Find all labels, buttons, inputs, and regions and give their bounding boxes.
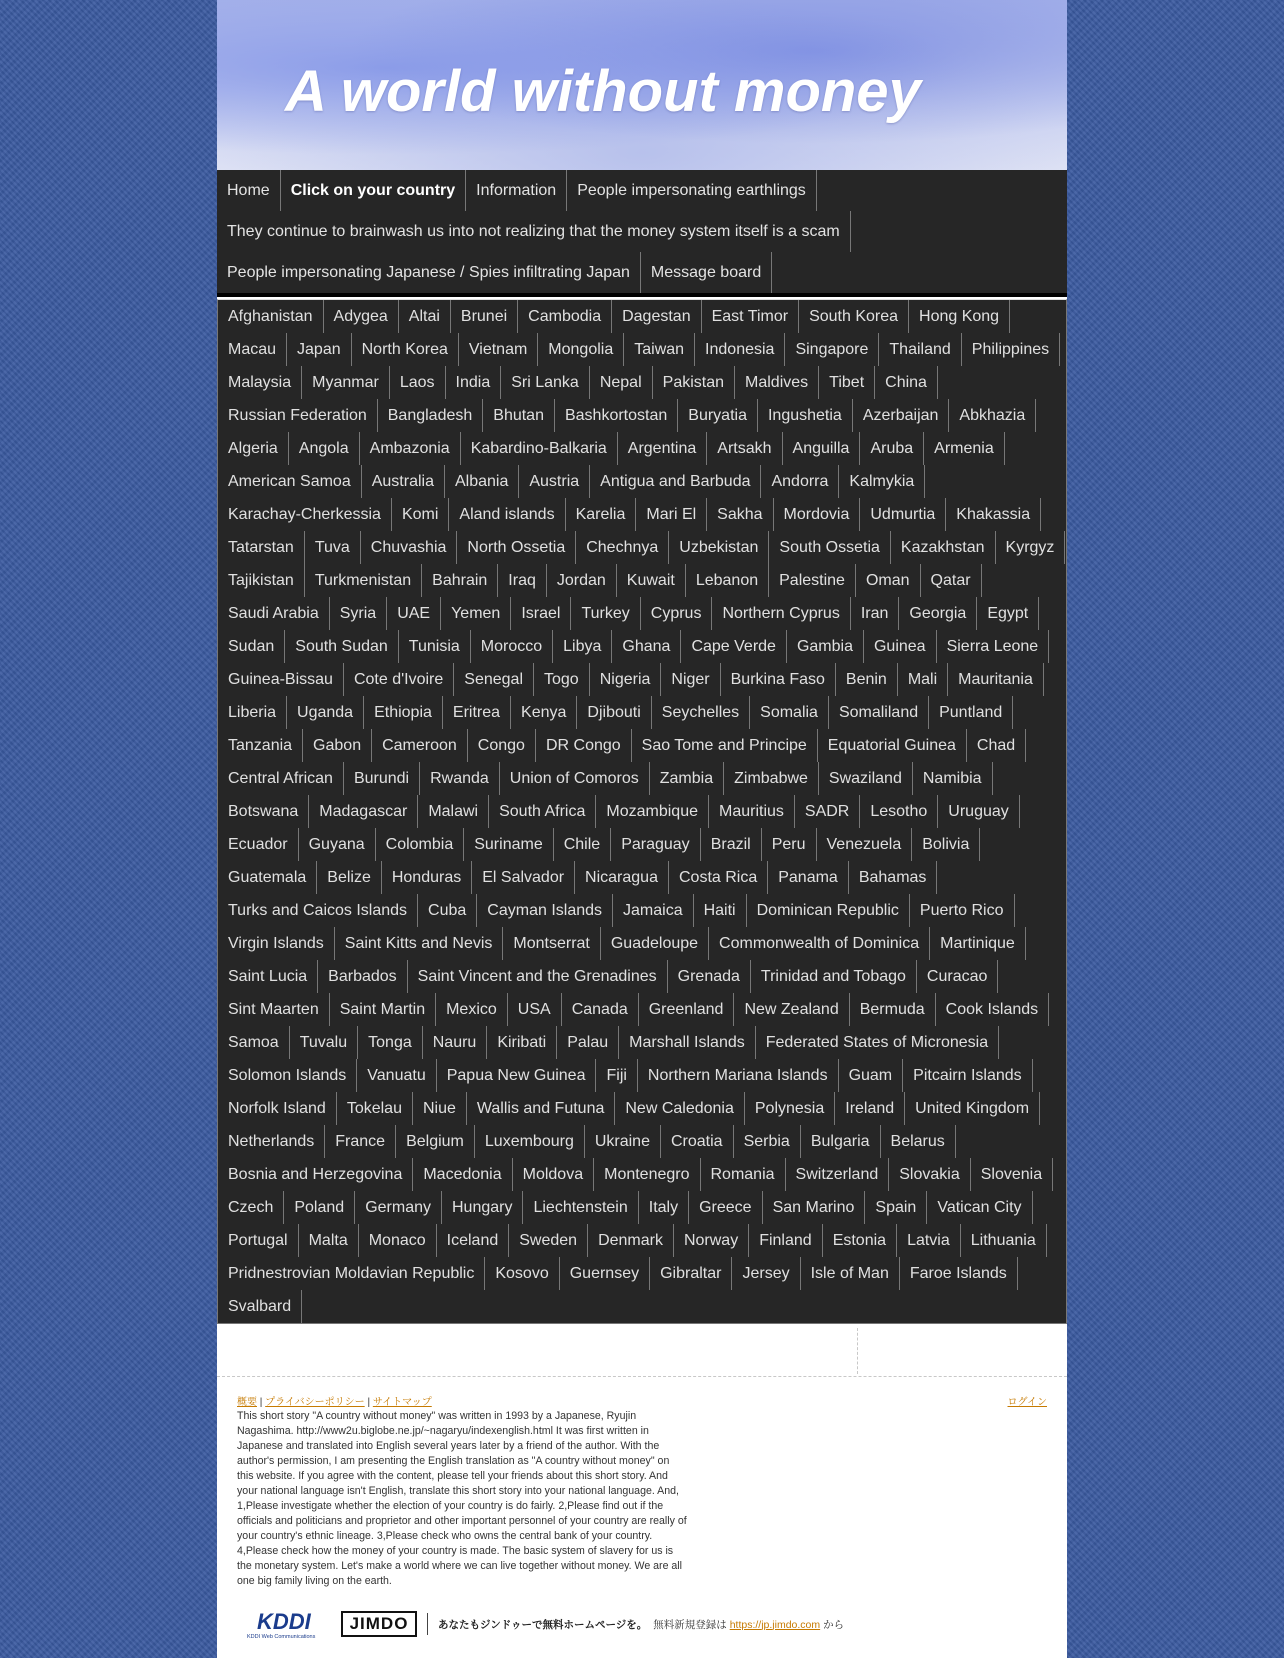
country-link-czech[interactable]: Czech	[218, 1191, 284, 1224]
country-link-armenia[interactable]: Armenia	[924, 432, 1005, 465]
country-link-uae[interactable]: UAE	[387, 597, 441, 630]
country-link-greenland[interactable]: Greenland	[639, 993, 735, 1026]
country-link-udmurtia[interactable]: Udmurtia	[860, 498, 946, 531]
country-link-niue[interactable]: Niue	[413, 1092, 467, 1125]
country-link-guernsey[interactable]: Guernsey	[560, 1257, 650, 1290]
country-link-libya[interactable]: Libya	[553, 630, 612, 663]
country-link-maldives[interactable]: Maldives	[735, 366, 819, 399]
country-link-zambia[interactable]: Zambia	[650, 762, 724, 795]
footer-link-separator: |	[259, 1397, 263, 1408]
country-link-aruba[interactable]: Aruba	[860, 432, 924, 465]
country-link-sao-tome-and-principe[interactable]: Sao Tome and Principe	[632, 729, 818, 762]
footer-link-about[interactable]: 概要	[237, 1397, 257, 1408]
country-link-costa-rica[interactable]: Costa Rica	[669, 861, 768, 894]
country-link-ingushetia[interactable]: Ingushetia	[758, 399, 853, 432]
country-link-burkina-faso[interactable]: Burkina Faso	[721, 663, 836, 696]
country-link-united-kingdom[interactable]: United Kingdom	[905, 1092, 1040, 1125]
country-link-saudi-arabia[interactable]: Saudi Arabia	[218, 597, 330, 630]
country-link-bosnia-and-herzegovina[interactable]: Bosnia and Herzegovina	[218, 1158, 413, 1191]
country-link-burundi[interactable]: Burundi	[344, 762, 420, 795]
country-link-altai[interactable]: Altai	[399, 300, 451, 333]
footer-text: This short story "A country without money" was written in 1993 by a Japanese, Ryujin Nagashima. http://www2u.biglobe.ne.jp/~nagaryu/indexenglish.html It was first written in Japanese and translated into English several years later by a friend of the author. With the author's permission, I am presenting the English translation as "A country without money" on this website. If you agree with the content, please tell your friends about this short story. And your national language isn't English, translate this short story into your national language. And, 1,Please investigate whether the election of your country is do fairly. 2,Please find out if the officials and politicians and proprietor and other important personnel of your country are really of your country's ethnic lineage. 3,Please check who owns the central bank of your country. 4,Please check how the money of your country is made. The basic system of slavery for us is the monetary system. Let's make a world where we can live together without money. We are all one big family living on the earth.	[237, 1410, 687, 1587]
country-link-venezuela[interactable]: Venezuela	[817, 828, 913, 861]
country-link-mauritius[interactable]: Mauritius	[709, 795, 795, 828]
country-link-finland[interactable]: Finland	[749, 1224, 822, 1257]
country-link-saint-vincent-and-the-grenadines[interactable]: Saint Vincent and the Grenadines	[408, 960, 668, 993]
country-link-mari-el[interactable]: Mari El	[636, 498, 707, 531]
jimdo-promo-text: あなたもジンドゥーで無料ホームページを。	[438, 1618, 648, 1631]
country-link-azerbaijan[interactable]: Azerbaijan	[853, 399, 950, 432]
country-link-eritrea[interactable]: Eritrea	[443, 696, 511, 729]
content-area	[217, 1324, 1067, 1377]
country-link-jordan[interactable]: Jordan	[547, 564, 617, 597]
country-link-el-salvador[interactable]: El Salvador	[472, 861, 575, 894]
country-link-rwanda[interactable]: Rwanda	[420, 762, 500, 795]
country-link-guyana[interactable]: Guyana	[299, 828, 376, 861]
country-link-pridnestrovian-moldavian-republic[interactable]: Pridnestrovian Moldavian Republic	[218, 1257, 485, 1290]
country-link-brazil[interactable]: Brazil	[701, 828, 762, 861]
jimdo-signup-prefix: 無料新規登録は	[653, 1618, 727, 1631]
country-link-bangladesh[interactable]: Bangladesh	[378, 399, 484, 432]
country-link-saint-lucia[interactable]: Saint Lucia	[218, 960, 318, 993]
country-link-tibet[interactable]: Tibet	[819, 366, 875, 399]
country-link-bashkortostan[interactable]: Bashkortostan	[555, 399, 678, 432]
country-link-northern-cyprus[interactable]: Northern Cyprus	[712, 597, 850, 630]
country-link-kyrgyz[interactable]: Kyrgyz	[996, 531, 1066, 564]
country-link-myanmar[interactable]: Myanmar	[302, 366, 390, 399]
country-link-cambodia[interactable]: Cambodia	[518, 300, 612, 333]
country-link-bulgaria[interactable]: Bulgaria	[801, 1125, 881, 1158]
country-link-norway[interactable]: Norway	[674, 1224, 749, 1257]
country-link-suriname[interactable]: Suriname	[464, 828, 553, 861]
country-link-bolivia[interactable]: Bolivia	[912, 828, 980, 861]
country-link-peru[interactable]: Peru	[762, 828, 817, 861]
country-link-singapore[interactable]: Singapore	[785, 333, 879, 366]
country-link-georgia[interactable]: Georgia	[899, 597, 977, 630]
country-link-cook-islands[interactable]: Cook Islands	[936, 993, 1050, 1026]
country-link-pitcairn-islands[interactable]: Pitcairn Islands	[903, 1059, 1033, 1092]
country-link-senegal[interactable]: Senegal	[454, 663, 534, 696]
country-link-tajikistan[interactable]: Tajikistan	[218, 564, 305, 597]
country-link-syria[interactable]: Syria	[330, 597, 387, 630]
country-link-morocco[interactable]: Morocco	[471, 630, 553, 663]
country-link-puntland[interactable]: Puntland	[929, 696, 1013, 729]
country-link-virgin-islands[interactable]: Virgin Islands	[218, 927, 335, 960]
country-link-slovenia[interactable]: Slovenia	[971, 1158, 1053, 1191]
country-link-sierra-leone[interactable]: Sierra Leone	[937, 630, 1050, 663]
country-link-kabardino-balkaria[interactable]: Kabardino-Balkaria	[461, 432, 618, 465]
country-link-chile[interactable]: Chile	[554, 828, 611, 861]
country-link-vanuatu[interactable]: Vanuatu	[357, 1059, 436, 1092]
page	[217, 0, 1067, 1658]
country-link-thailand[interactable]: Thailand	[879, 333, 961, 366]
country-link-zimbabwe[interactable]: Zimbabwe	[724, 762, 819, 795]
nav-item-click-on-your-country[interactable]: Click on your country	[281, 170, 466, 211]
country-link-komi[interactable]: Komi	[392, 498, 449, 531]
jimdo-brand-bar	[237, 1607, 1047, 1641]
country-link-ecuador[interactable]: Ecuador	[218, 828, 299, 861]
country-link-madagascar[interactable]: Madagascar	[309, 795, 418, 828]
country-link-south-africa[interactable]: South Africa	[489, 795, 596, 828]
country-link-afghanistan[interactable]: Afghanistan	[218, 300, 324, 333]
country-link-mauritania[interactable]: Mauritania	[948, 663, 1044, 696]
country-link-sadr[interactable]: SADR	[795, 795, 860, 828]
country-link-uruguay[interactable]: Uruguay	[938, 795, 1019, 828]
country-link-guam[interactable]: Guam	[839, 1059, 904, 1092]
country-link-congo[interactable]: Congo	[468, 729, 536, 762]
country-link-belgium[interactable]: Belgium	[396, 1125, 475, 1158]
country-link-turks-and-caicos-islands[interactable]: Turks and Caicos Islands	[218, 894, 418, 927]
country-link-laos[interactable]: Laos	[390, 366, 446, 399]
country-link-tunisia[interactable]: Tunisia	[399, 630, 471, 663]
country-link-mordovia[interactable]: Mordovia	[774, 498, 861, 531]
country-link-buryatia[interactable]: Buryatia	[678, 399, 758, 432]
nav-item-home[interactable]: Home	[217, 170, 281, 211]
country-link-kuwait[interactable]: Kuwait	[617, 564, 686, 597]
country-link-swaziland[interactable]: Swaziland	[819, 762, 913, 795]
country-link-ukraine[interactable]: Ukraine	[585, 1125, 661, 1158]
country-link-martinique[interactable]: Martinique	[930, 927, 1026, 960]
country-link-bahrain[interactable]: Bahrain	[422, 564, 498, 597]
country-link-djibouti[interactable]: Djibouti	[577, 696, 651, 729]
country-link-guinea-bissau[interactable]: Guinea-Bissau	[218, 663, 344, 696]
country-link-sweden[interactable]: Sweden	[509, 1224, 588, 1257]
country-link-aland-islands[interactable]: Aland islands	[449, 498, 565, 531]
country-link-new-zealand[interactable]: New Zealand	[734, 993, 849, 1026]
country-link-nicaragua[interactable]: Nicaragua	[575, 861, 669, 894]
country-link-monaco[interactable]: Monaco	[359, 1224, 437, 1257]
site-title[interactable]: A world without money	[285, 59, 921, 124]
country-link-andorra[interactable]: Andorra	[761, 465, 839, 498]
country-link-romania[interactable]: Romania	[701, 1158, 786, 1191]
country-link-liberia[interactable]: Liberia	[218, 696, 287, 729]
brand-separator	[427, 1613, 428, 1635]
country-link-cyprus[interactable]: Cyprus	[641, 597, 713, 630]
country-link-cayman-islands[interactable]: Cayman Islands	[477, 894, 613, 927]
country-link-ireland[interactable]: Ireland	[835, 1092, 905, 1125]
country-link-saint-martin[interactable]: Saint Martin	[330, 993, 436, 1026]
country-link-spain[interactable]: Spain	[865, 1191, 927, 1224]
country-link-panama[interactable]: Panama	[768, 861, 849, 894]
country-link-luxembourg[interactable]: Luxembourg	[475, 1125, 585, 1158]
country-link-solomon-islands[interactable]: Solomon Islands	[218, 1059, 357, 1092]
country-link-qatar[interactable]: Qatar	[921, 564, 982, 597]
country-link-sri-lanka[interactable]: Sri Lanka	[501, 366, 590, 399]
country-link-norfolk-island[interactable]: Norfolk Island	[218, 1092, 337, 1125]
country-link-east-timor[interactable]: East Timor	[702, 300, 799, 333]
country-link-albania[interactable]: Albania	[445, 465, 519, 498]
country-link-american-samoa[interactable]: American Samoa	[218, 465, 362, 498]
country-link-niger[interactable]: Niger	[661, 663, 720, 696]
country-link-argentina[interactable]: Argentina	[618, 432, 708, 465]
country-link-anguilla[interactable]: Anguilla	[783, 432, 861, 465]
country-link-india[interactable]: India	[446, 366, 502, 399]
country-link-paraguay[interactable]: Paraguay	[611, 828, 701, 861]
country-link-dominican-republic[interactable]: Dominican Republic	[747, 894, 910, 927]
country-link-northern-mariana-islands[interactable]: Northern Mariana Islands	[638, 1059, 839, 1092]
country-link-uganda[interactable]: Uganda	[287, 696, 364, 729]
country-link-belize[interactable]: Belize	[317, 861, 382, 894]
footer	[217, 1377, 1067, 1641]
country-link-antigua-and-barbuda[interactable]: Antigua and Barbuda	[590, 465, 761, 498]
sidebar-divider	[857, 1328, 858, 1374]
country-link-gibraltar[interactable]: Gibraltar	[650, 1257, 732, 1290]
country-link-greece[interactable]: Greece	[689, 1191, 762, 1224]
country-link-portugal[interactable]: Portugal	[218, 1224, 299, 1257]
country-link-tanzania[interactable]: Tanzania	[218, 729, 303, 762]
country-link-liechtenstein[interactable]: Liechtenstein	[523, 1191, 638, 1224]
country-link-dagestan[interactable]: Dagestan	[612, 300, 702, 333]
country-link-taiwan[interactable]: Taiwan	[624, 333, 695, 366]
country-link-sint-maarten[interactable]: Sint Maarten	[218, 993, 330, 1026]
country-link-jamaica[interactable]: Jamaica	[613, 894, 694, 927]
country-link-equatorial-guinea[interactable]: Equatorial Guinea	[818, 729, 967, 762]
country-link-palau[interactable]: Palau	[557, 1026, 619, 1059]
kddi-logo-subtext: KDDI Web Communications	[247, 1634, 316, 1640]
country-link-guatemala[interactable]: Guatemala	[218, 861, 317, 894]
country-link-guadeloupe[interactable]: Guadeloupe	[601, 927, 709, 960]
country-link-north-korea[interactable]: North Korea	[352, 333, 459, 366]
country-link-austria[interactable]: Austria	[519, 465, 590, 498]
country-link-namibia[interactable]: Namibia	[913, 762, 993, 795]
country-link-moldova[interactable]: Moldova	[513, 1158, 594, 1191]
country-link-germany[interactable]: Germany	[355, 1191, 442, 1224]
country-link-cote-d-ivoire[interactable]: Cote d'Ivoire	[344, 663, 454, 696]
country-link-chechnya[interactable]: Chechnya	[576, 531, 669, 564]
country-link-russian-federation[interactable]: Russian Federation	[218, 399, 378, 432]
country-link-north-ossetia[interactable]: North Ossetia	[457, 531, 576, 564]
login-link[interactable]: ログイン	[1007, 1397, 1047, 1408]
country-link-lebanon[interactable]: Lebanon	[686, 564, 769, 597]
country-link-ambazonia[interactable]: Ambazonia	[360, 432, 461, 465]
country-link-mozambique[interactable]: Mozambique	[596, 795, 709, 828]
country-link-barbados[interactable]: Barbados	[318, 960, 408, 993]
country-link-jersey[interactable]: Jersey	[732, 1257, 800, 1290]
country-link-macau[interactable]: Macau	[218, 333, 287, 366]
country-link-macedonia[interactable]: Macedonia	[413, 1158, 512, 1191]
country-link-gabon[interactable]: Gabon	[303, 729, 372, 762]
country-link-south-ossetia[interactable]: South Ossetia	[769, 531, 891, 564]
country-link-samoa[interactable]: Samoa	[218, 1026, 290, 1059]
country-link-angola[interactable]: Angola	[289, 432, 360, 465]
country-link-algeria[interactable]: Algeria	[218, 432, 289, 465]
nav-item-message-board[interactable]: Message board	[641, 252, 772, 293]
country-link-poland[interactable]: Poland	[284, 1191, 355, 1224]
country-link-kenya[interactable]: Kenya	[511, 696, 577, 729]
country-link-malta[interactable]: Malta	[299, 1224, 359, 1257]
country-link-seychelles[interactable]: Seychelles	[652, 696, 750, 729]
country-link-chuvashia[interactable]: Chuvashia	[361, 531, 458, 564]
country-link-central-african[interactable]: Central African	[218, 762, 344, 795]
footer-links	[237, 1393, 1047, 1408]
country-link-brunei[interactable]: Brunei	[451, 300, 518, 333]
country-link-malaysia[interactable]: Malaysia	[218, 366, 302, 399]
country-link-tokelau[interactable]: Tokelau	[337, 1092, 413, 1125]
country-link-tuva[interactable]: Tuva	[305, 531, 361, 564]
jimdo-logo[interactable]: JIMDO	[341, 1611, 417, 1637]
nav-item-people-impersonating-earthlings[interactable]: People impersonating earthlings	[567, 170, 817, 211]
country-link-kazakhstan[interactable]: Kazakhstan	[891, 531, 996, 564]
country-link-mali[interactable]: Mali	[898, 663, 948, 696]
country-link-nigeria[interactable]: Nigeria	[590, 663, 662, 696]
country-link-colombia[interactable]: Colombia	[376, 828, 465, 861]
nav-item-they-continue-to-brainwash-us-into-not-r[interactable]: They continue to brainwash us into not realizing that the money system itself is a scam	[217, 211, 851, 252]
country-link-netherlands[interactable]: Netherlands	[218, 1125, 325, 1158]
country-link-cape-verde[interactable]: Cape Verde	[681, 630, 787, 663]
footer-link-separator: |	[367, 1397, 371, 1408]
country-link-dr-congo[interactable]: DR Congo	[536, 729, 632, 762]
country-link-vietnam[interactable]: Vietnam	[459, 333, 538, 366]
country-link-mexico[interactable]: Mexico	[436, 993, 508, 1026]
country-link-slovakia[interactable]: Slovakia	[889, 1158, 970, 1191]
country-link-palestine[interactable]: Palestine	[769, 564, 856, 597]
country-link-curacao[interactable]: Curacao	[917, 960, 998, 993]
country-link-belarus[interactable]: Belarus	[881, 1125, 956, 1158]
country-link-hungary[interactable]: Hungary	[442, 1191, 523, 1224]
kddi-logo[interactable]	[247, 1607, 331, 1641]
country-link-serbia[interactable]: Serbia	[734, 1125, 801, 1158]
country-link-iran[interactable]: Iran	[851, 597, 900, 630]
country-link-cuba[interactable]: Cuba	[418, 894, 477, 927]
country-link-puerto-rico[interactable]: Puerto Rico	[910, 894, 1015, 927]
country-link-croatia[interactable]: Croatia	[661, 1125, 734, 1158]
country-link-mongolia[interactable]: Mongolia	[538, 333, 624, 366]
country-link-turkey[interactable]: Turkey	[571, 597, 640, 630]
country-link-fiji[interactable]: Fiji	[596, 1059, 637, 1092]
country-link-tuvalu[interactable]: Tuvalu	[290, 1026, 358, 1059]
country-link-lithuania[interactable]: Lithuania	[961, 1224, 1047, 1257]
country-link-marshall-islands[interactable]: Marshall Islands	[619, 1026, 756, 1059]
main-navigation	[217, 170, 1067, 297]
country-link-bermuda[interactable]: Bermuda	[850, 993, 936, 1026]
country-link-south-sudan[interactable]: South Sudan	[285, 630, 399, 663]
country-link-adygea[interactable]: Adygea	[324, 300, 399, 333]
footer-link-privacy[interactable]: プライバシーポリシー	[265, 1397, 365, 1408]
country-link-turkmenistan[interactable]: Turkmenistan	[305, 564, 422, 597]
country-link-wallis-and-futuna[interactable]: Wallis and Futuna	[467, 1092, 615, 1125]
country-link-honduras[interactable]: Honduras	[382, 861, 472, 894]
country-link-san-marino[interactable]: San Marino	[763, 1191, 866, 1224]
country-link-latvia[interactable]: Latvia	[897, 1224, 961, 1257]
country-link-switzerland[interactable]: Switzerland	[786, 1158, 890, 1191]
country-navigation	[217, 299, 1067, 1324]
country-link-sakha[interactable]: Sakha	[707, 498, 773, 531]
country-link-montserrat[interactable]: Montserrat	[503, 927, 600, 960]
country-link-canada[interactable]: Canada	[562, 993, 639, 1026]
jimdo-signup-suffix: から	[823, 1618, 845, 1631]
country-link-karachay-cherkessia[interactable]: Karachay-Cherkessia	[218, 498, 392, 531]
country-link-usa[interactable]: USA	[508, 993, 562, 1026]
country-link-philippines[interactable]: Philippines	[962, 333, 1060, 366]
country-link-kalmykia[interactable]: Kalmykia	[839, 465, 925, 498]
country-link-tatarstan[interactable]: Tatarstan	[218, 531, 305, 564]
country-link-trinidad-and-tobago[interactable]: Trinidad and Tobago	[751, 960, 917, 993]
country-link-vatican-city[interactable]: Vatican City	[927, 1191, 1032, 1224]
country-link-ghana[interactable]: Ghana	[612, 630, 681, 663]
jimdo-signup-link[interactable]: https://jp.jimdo.com	[729, 1618, 821, 1631]
country-link-egypt[interactable]: Egypt	[977, 597, 1039, 630]
country-link-haiti[interactable]: Haiti	[694, 894, 747, 927]
kddi-logo-text: KDDI	[257, 1609, 311, 1634]
country-link-oman[interactable]: Oman	[856, 564, 921, 597]
country-link-botswana[interactable]: Botswana	[218, 795, 309, 828]
country-link-isle-of-man[interactable]: Isle of Man	[801, 1257, 900, 1290]
country-link-union-of-comoros[interactable]: Union of Comoros	[500, 762, 650, 795]
country-link-france[interactable]: France	[325, 1125, 396, 1158]
country-link-indonesia[interactable]: Indonesia	[695, 333, 785, 366]
country-link-kiribati[interactable]: Kiribati	[487, 1026, 557, 1059]
country-link-bhutan[interactable]: Bhutan	[483, 399, 555, 432]
jimdo-signup	[653, 1617, 844, 1632]
country-link-australia[interactable]: Australia	[362, 465, 445, 498]
country-link-saint-kitts-and-nevis[interactable]: Saint Kitts and Nevis	[335, 927, 504, 960]
country-link-new-caledonia[interactable]: New Caledonia	[615, 1092, 745, 1125]
country-link-denmark[interactable]: Denmark	[588, 1224, 674, 1257]
country-link-faroe-islands[interactable]: Faroe Islands	[900, 1257, 1018, 1290]
nav-item-information[interactable]: Information	[466, 170, 567, 211]
country-link-lesotho[interactable]: Lesotho	[860, 795, 938, 828]
country-link-papua-new-guinea[interactable]: Papua New Guinea	[437, 1059, 597, 1092]
country-link-china[interactable]: China	[875, 366, 938, 399]
country-link-gambia[interactable]: Gambia	[787, 630, 864, 663]
country-link-chad[interactable]: Chad	[967, 729, 1026, 762]
country-link-pakistan[interactable]: Pakistan	[653, 366, 735, 399]
country-link-benin[interactable]: Benin	[836, 663, 898, 696]
country-link-khakassia[interactable]: Khakassia	[946, 498, 1041, 531]
country-link-nepal[interactable]: Nepal	[590, 366, 653, 399]
country-link-italy[interactable]: Italy	[639, 1191, 689, 1224]
country-link-hong-kong[interactable]: Hong Kong	[909, 300, 1010, 333]
country-link-sudan[interactable]: Sudan	[218, 630, 285, 663]
country-link-south-korea[interactable]: South Korea	[799, 300, 909, 333]
country-link-bahamas[interactable]: Bahamas	[849, 861, 938, 894]
country-link-iceland[interactable]: Iceland	[437, 1224, 510, 1257]
country-link-kosovo[interactable]: Kosovo	[485, 1257, 559, 1290]
country-link-grenada[interactable]: Grenada	[668, 960, 751, 993]
country-link-israel[interactable]: Israel	[511, 597, 571, 630]
country-link-somaliland[interactable]: Somaliland	[829, 696, 929, 729]
country-link-montenegro[interactable]: Montenegro	[594, 1158, 700, 1191]
footer-link-sitemap[interactable]: サイトマップ	[372, 1397, 432, 1408]
country-link-uzbekistan[interactable]: Uzbekistan	[669, 531, 769, 564]
country-link-somalia[interactable]: Somalia	[750, 696, 829, 729]
country-link-federated-states-of-micronesia[interactable]: Federated States of Micronesia	[756, 1026, 999, 1059]
site-header	[217, 0, 1067, 170]
country-link-karelia[interactable]: Karelia	[566, 498, 637, 531]
country-link-iraq[interactable]: Iraq	[498, 564, 547, 597]
country-link-svalbard[interactable]: Svalbard	[218, 1290, 302, 1323]
country-link-togo[interactable]: Togo	[534, 663, 590, 696]
country-link-guinea[interactable]: Guinea	[864, 630, 937, 663]
nav-item-people-impersonating-japanese-spies-infi[interactable]: People impersonating Japanese / Spies infiltrating Japan	[217, 252, 641, 293]
country-link-nauru[interactable]: Nauru	[423, 1026, 488, 1059]
country-link-ethiopia[interactable]: Ethiopia	[364, 696, 443, 729]
country-link-abkhazia[interactable]: Abkhazia	[949, 399, 1036, 432]
country-link-commonwealth-of-dominica[interactable]: Commonwealth of Dominica	[709, 927, 930, 960]
country-link-yemen[interactable]: Yemen	[441, 597, 511, 630]
country-link-japan[interactable]: Japan	[287, 333, 352, 366]
country-link-malawi[interactable]: Malawi	[418, 795, 489, 828]
country-link-cameroon[interactable]: Cameroon	[372, 729, 468, 762]
country-link-polynesia[interactable]: Polynesia	[745, 1092, 835, 1125]
country-link-estonia[interactable]: Estonia	[823, 1224, 897, 1257]
country-link-artsakh[interactable]: Artsakh	[707, 432, 782, 465]
country-link-tonga[interactable]: Tonga	[358, 1026, 423, 1059]
